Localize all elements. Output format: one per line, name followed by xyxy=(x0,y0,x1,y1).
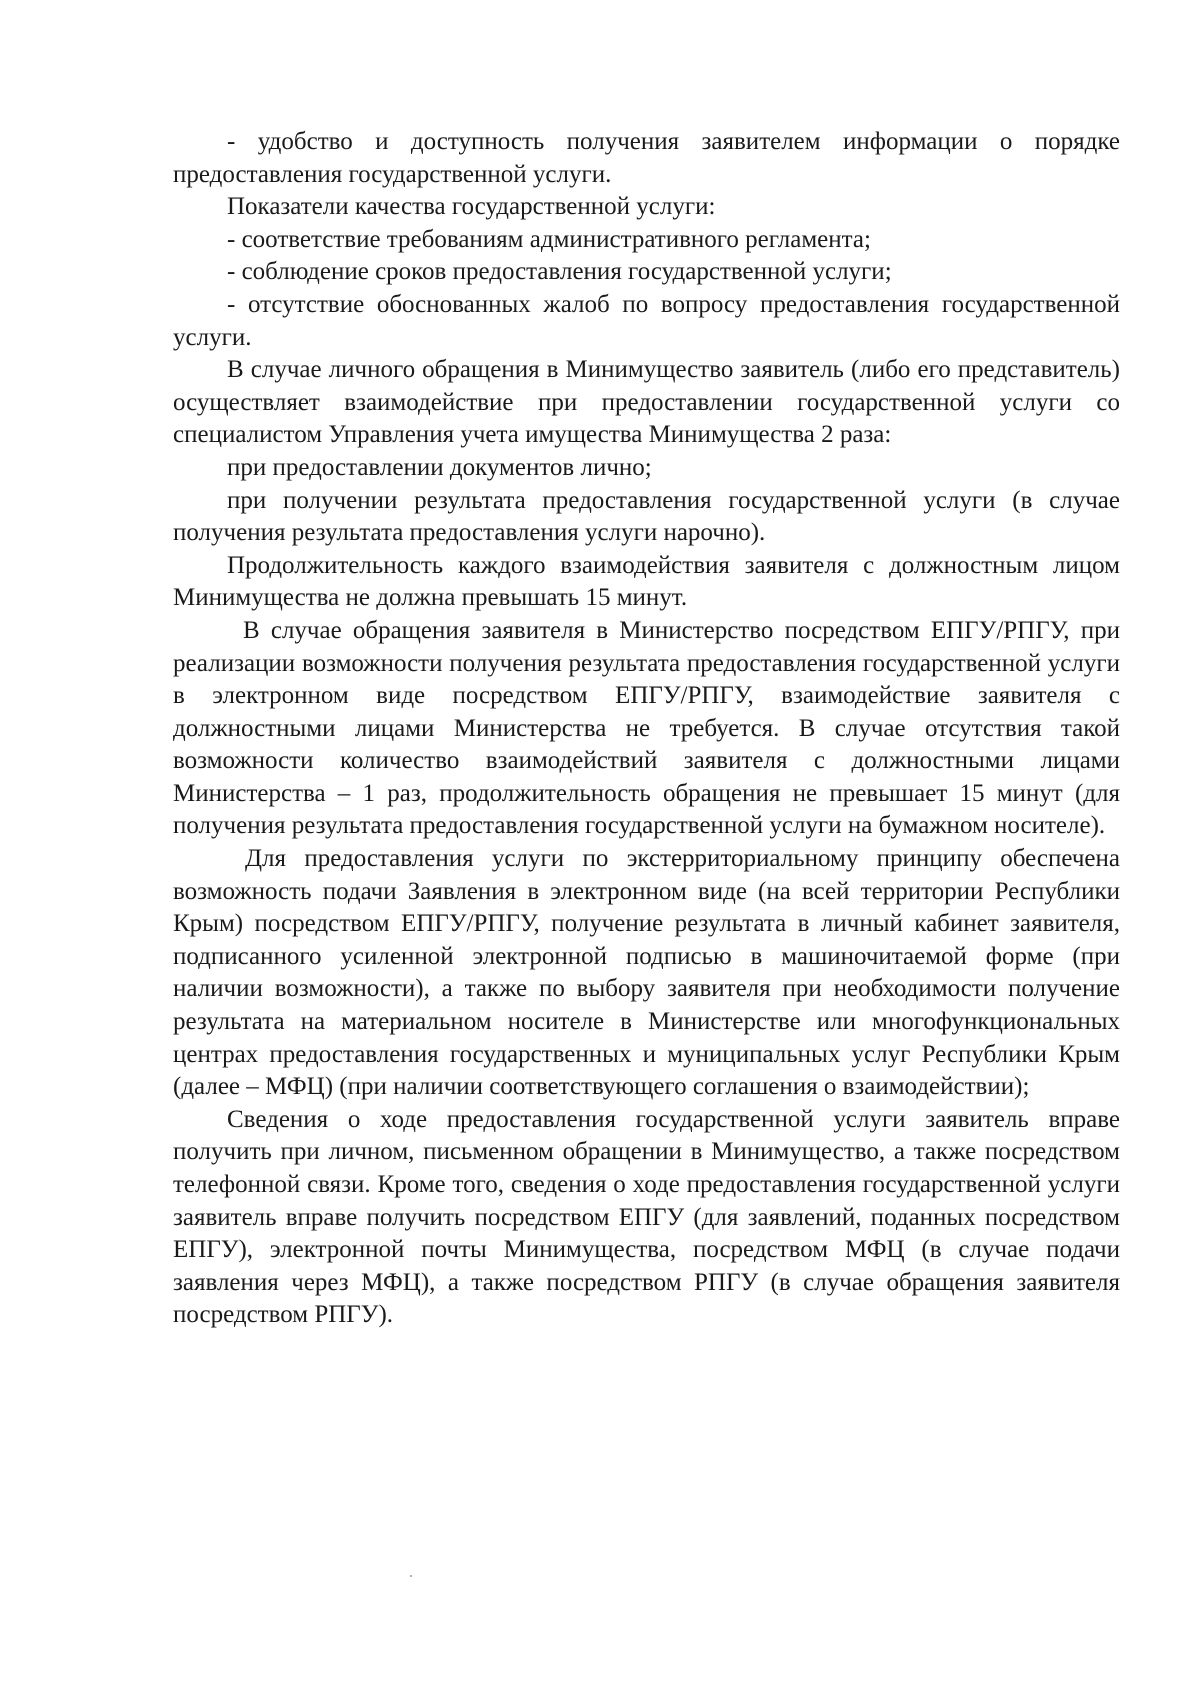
paragraph-progress-information: Сведения о ходе предоставления государственной услуги заявитель вправе получить при личном, письменном обращении в Минимущество, а также посредством телефонной связи. Кроме того, сведения о ходе предоставления государственной услуги заявитель вправе получить посредством ЕПГУ (для заявлений, поданных посредством ЕПГУ), электронной почты Минимущества, посредством МФЦ (в случае подачи заявления через МФЦ), а также посредством РПГУ (в случае обращения заявителя посредством РПГУ). xyxy=(173,1105,1120,1329)
document-body xyxy=(173,126,1120,1332)
paragraph-observance-of-deadlines: - соблюдение сроков предоставления государственной услуги; xyxy=(227,258,892,286)
paragraph-personal-appeal: В случае личного обращения в Минимущество заявитель (либо его представитель) осуществляет взаимодействие при предоставлении государственной услуги со специалистом Управления учета имущества Минимущества 2 раза: xyxy=(173,356,1120,449)
paragraph-extraterritorial-principle: Для предоставления услуги по экстерриториальному принципу обеспечена возможность подачи Заявления в электронном виде (на всей территории Республики Крым) посредством ЕПГУ/РПГУ, получение результата в личный кабинет заявителя, подписанного усиленной электронной подписью в машиночитаемой форме (при наличии возможности), а также по выбору заявителя при необходимости получение результата на материальном носителе в Министерстве или многофункциональных центрах предоставления государственных и муниципальных услуг Республики Крым (далее – МФЦ) (при наличии соответствующего соглашения о взаимодействии); xyxy=(173,845,1120,1101)
paragraph-convenience-of-info: - удобство и доступность получения заявителем информации о порядке предоставления государственной услуги. xyxy=(173,128,1120,188)
paragraph-absence-of-complaints: - отсутствие обоснованных жалоб по вопросу предоставления государственной услуги. xyxy=(173,290,1120,351)
paragraph-receiving-result: при получении результата предоставления государственной услуги (в случае получения результата предоставления услуги нарочно). xyxy=(173,486,1120,547)
paragraph-quality-indicators-heading: Показатели качества государственной услуги: xyxy=(227,193,716,221)
paragraph-epgu-appeal: В случае обращения заявителя в Министерство посредством ЕПГУ/РПГУ, при реализации возможности получения результата предоставления государственной услуги в электронном виде посредством ЕПГУ/РПГУ, взаимодействие заявителя с должностными лицами Министерства не требуется. В случае отсутствия такой возможности количество взаимодействий заявителя с должностными лицами Министерства – 1 раз, продолжительность обращения не превышает 15 минут (для получения результата предоставления государственной услуги на бумажном носителе). xyxy=(173,616,1120,840)
paragraph-compliance-with-regulation: - соответствие требованиям административного регламента; xyxy=(227,225,871,253)
scan-speck xyxy=(410,1575,412,1577)
paragraph-interaction-duration: Продолжительность каждого взаимодействия заявителя с должностным лицом Минимущества не должна превышать 15 минут. xyxy=(173,551,1120,612)
paragraph-submitting-documents: при предоставлении документов лично; xyxy=(227,453,652,481)
